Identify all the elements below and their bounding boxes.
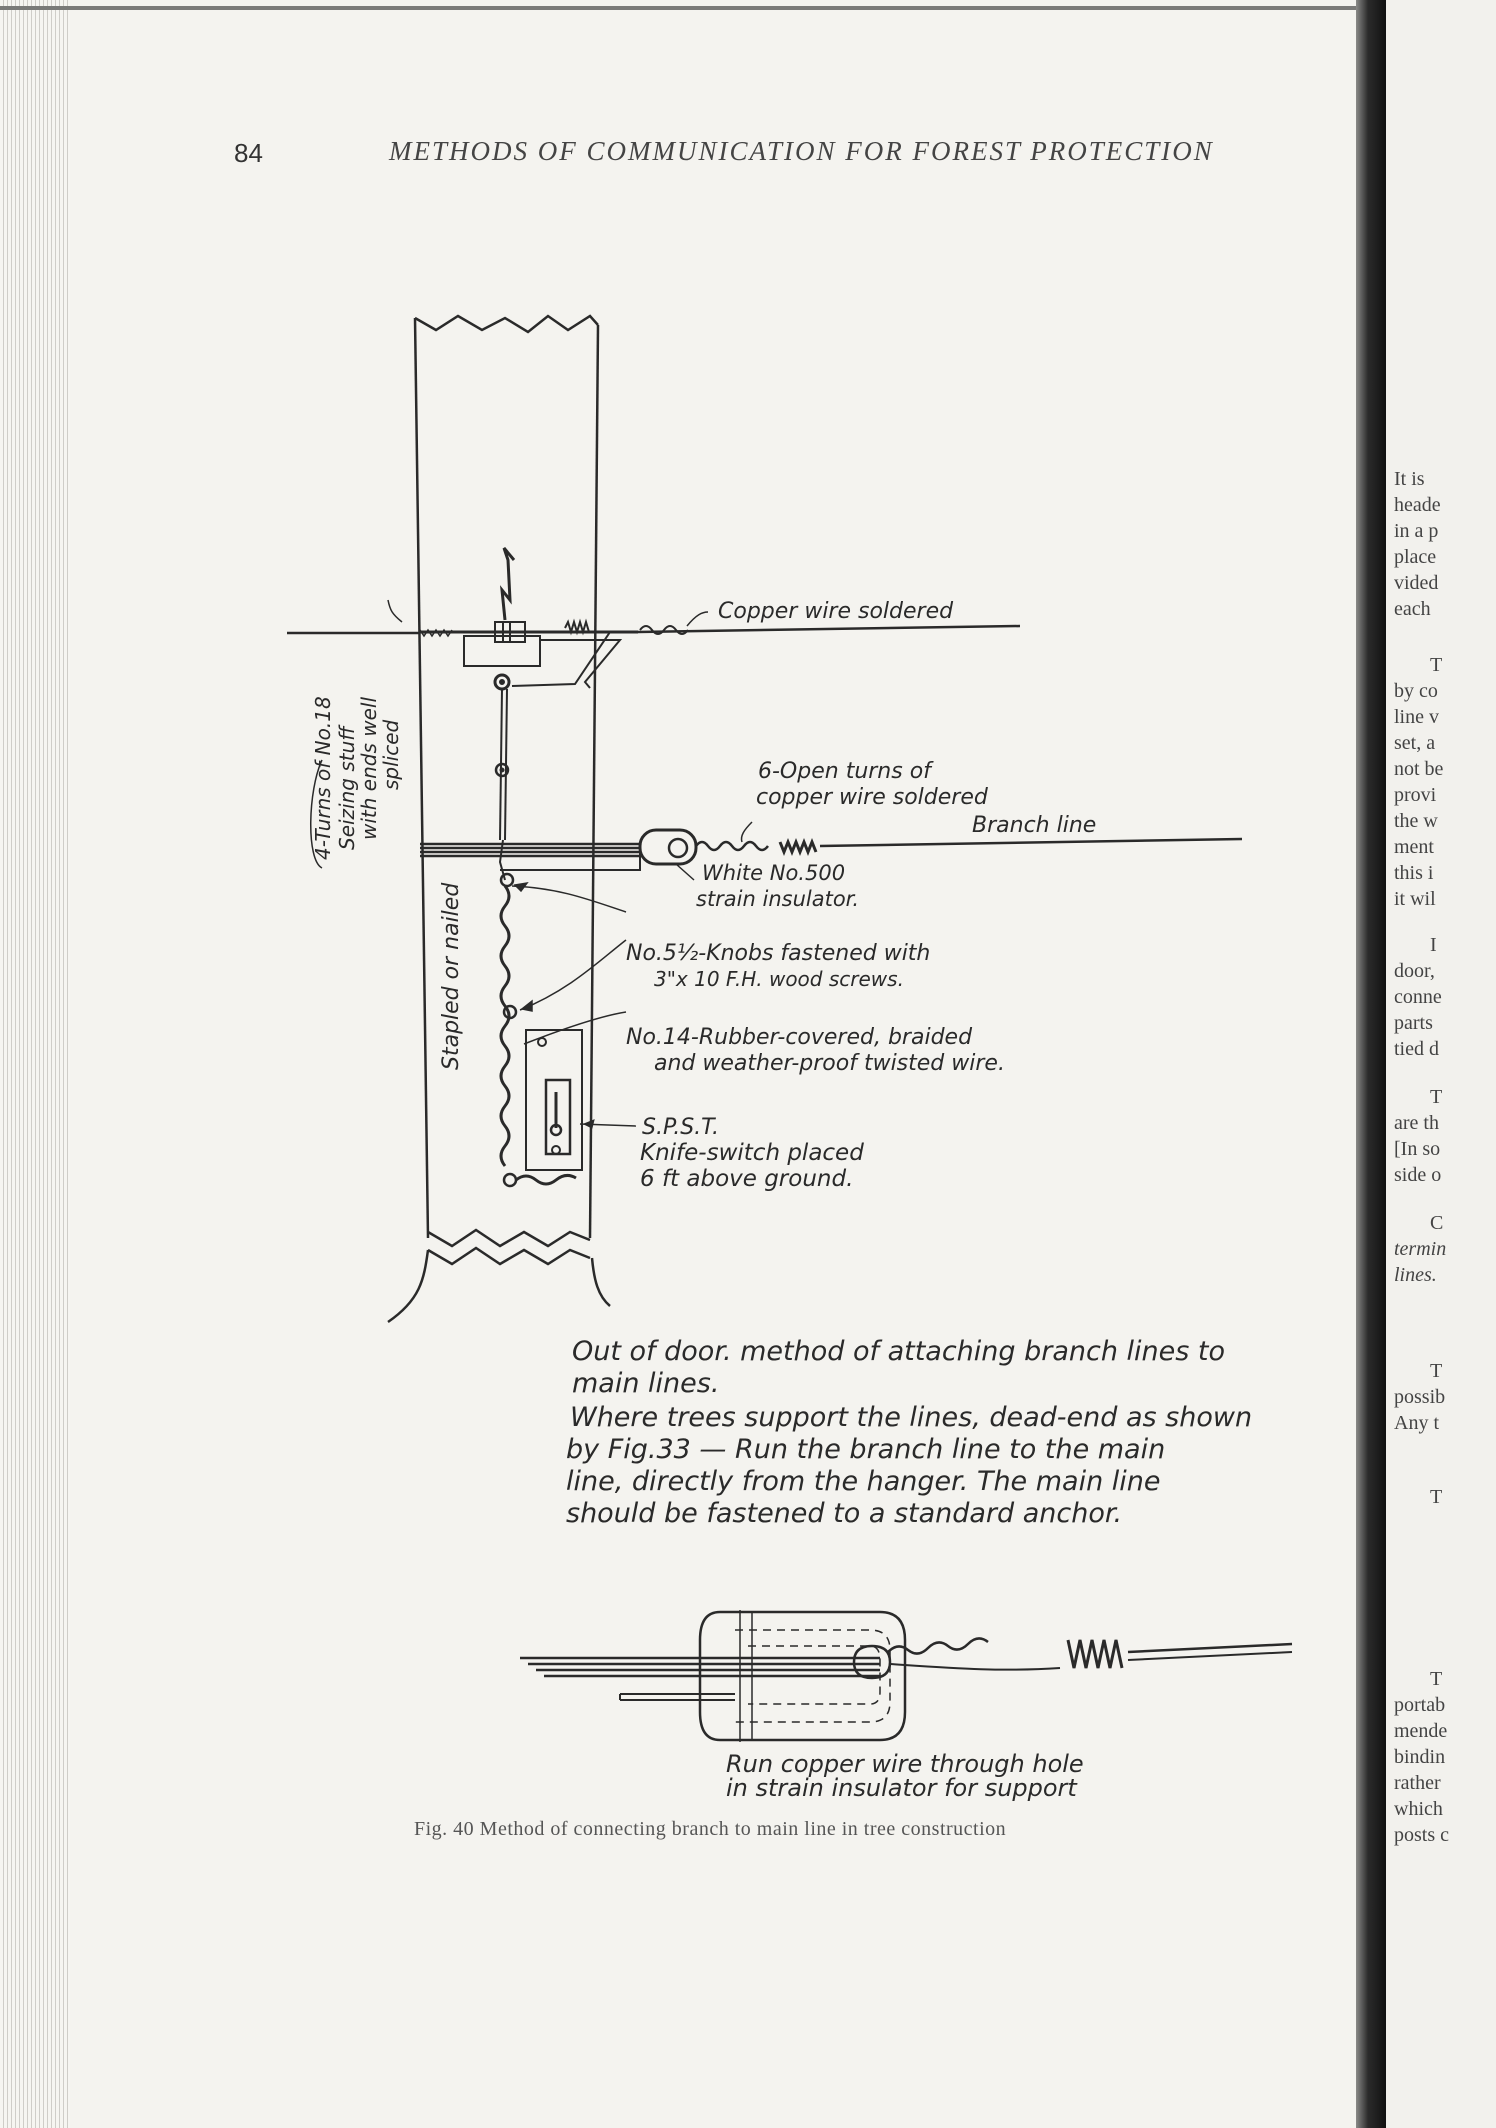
label-copper-wire-soldered: Copper wire soldered — [718, 599, 954, 624]
fragment: mende — [1394, 1720, 1448, 1742]
hanger — [464, 632, 620, 689]
running-title: METHODS OF COMMUNICATION FOR FOREST PROTECTION — [389, 136, 1214, 166]
label-switch: S.P.S.T. — [642, 1115, 719, 1140]
main-line — [287, 548, 1020, 642]
label-turns-2: Seizing stuff — [335, 726, 359, 850]
fragment: which — [1394, 1798, 1443, 1820]
fragment: It is — [1394, 468, 1425, 490]
label-turns: 4-Turns of No.18 — [311, 696, 335, 860]
fragment: bindin — [1394, 1746, 1446, 1768]
fragment: posts c — [1394, 1824, 1449, 1846]
fragment: tied d — [1394, 1038, 1439, 1060]
label-turns-4: spliced — [379, 719, 403, 790]
fragment: side o — [1394, 1164, 1442, 1186]
fragment: T — [1430, 1486, 1443, 1508]
label-knobs-2: 3"x 10 F.H. wood screws. — [654, 967, 904, 991]
note-line-2: main lines. — [572, 1368, 720, 1399]
fragment: T — [1430, 1668, 1443, 1690]
fragment: line v — [1394, 706, 1439, 728]
fragment: set, a — [1394, 732, 1436, 754]
fragment: provi — [1394, 784, 1437, 806]
fragment: vided — [1394, 572, 1439, 594]
fragment: place — [1394, 546, 1437, 568]
fragment: not be — [1394, 758, 1444, 780]
label-rubber-wire: No.14-Rubber-covered, braided — [626, 1025, 973, 1050]
label-switch-2: Knife-switch placed — [640, 1140, 864, 1166]
label-open-turns-2: copper wire soldered — [756, 785, 988, 810]
drop-wire — [496, 689, 576, 1186]
note-line-1: Out of door. method of attaching branch lines to — [572, 1336, 1226, 1367]
fragment: rather — [1394, 1772, 1441, 1794]
right-page-edge — [1386, 0, 1496, 2128]
fragment: it wil — [1394, 888, 1436, 910]
note-line-4: by Fig.33 — Run the branch line to the main — [566, 1434, 1166, 1465]
page-number: 84 — [234, 138, 263, 168]
fragment: the w — [1394, 810, 1438, 832]
label-turns-3: with ends well — [357, 696, 381, 840]
fragment: each — [1394, 598, 1431, 620]
fragment: conne — [1394, 986, 1442, 1008]
fragment: ment — [1394, 836, 1434, 858]
label-switch-3: 6 ft above ground. — [640, 1166, 854, 1192]
fragment: possib — [1394, 1386, 1446, 1408]
insulator-detail — [520, 1610, 1292, 1742]
figure-caption: Fig. 40 Method of connecting branch to main line in tree construction — [414, 1818, 1007, 1840]
label-insulator: White No.500 — [702, 861, 846, 885]
fragment: in a p — [1394, 520, 1439, 542]
label-open-turns: 6-Open turns of — [758, 759, 931, 784]
fragment: lines. — [1394, 1264, 1437, 1286]
label-knobs: No.5½-Knobs fastened with — [626, 941, 931, 966]
fragment: Any t — [1394, 1412, 1439, 1434]
detail-label-2: in strain insulator for support — [726, 1774, 1077, 1802]
fragment: T — [1430, 1360, 1443, 1382]
detail-label-1: Run copper wire through hole — [726, 1750, 1084, 1778]
fragment: T — [1430, 654, 1443, 676]
fragment: [In so — [1394, 1138, 1441, 1160]
fragment: termin — [1394, 1238, 1447, 1260]
label-branch-line: Branch line — [972, 813, 1097, 838]
label-stapled: Stapled or nailed — [439, 882, 464, 1070]
label-rubber-wire-2: and weather-proof twisted wire. — [654, 1051, 1005, 1076]
fragment: portab — [1394, 1694, 1446, 1716]
knife-switch — [526, 1030, 636, 1170]
fragment: this i — [1394, 862, 1434, 884]
fragment: heade — [1394, 494, 1441, 516]
note-line-5: line, directly from the hanger. The main line — [566, 1466, 1161, 1497]
fragment: C — [1430, 1212, 1444, 1234]
book-gutter — [1356, 0, 1386, 2128]
figure-notes — [566, 1336, 1252, 1529]
fragment: I — [1430, 934, 1437, 956]
fragment: parts — [1394, 1012, 1433, 1034]
fragment: T — [1430, 1086, 1443, 1108]
fragment: are th — [1394, 1112, 1439, 1134]
tree-trunk — [388, 316, 610, 1322]
fragment: by co — [1394, 680, 1438, 702]
figure-labels — [311, 599, 1097, 1192]
note-line-6: should be fastened to a standard anchor. — [566, 1498, 1123, 1529]
label-insulator-2: strain insulator. — [696, 887, 860, 911]
fragment: door, — [1394, 960, 1435, 982]
note-line-3: Where trees support the lines, dead-end as shown — [570, 1402, 1253, 1433]
